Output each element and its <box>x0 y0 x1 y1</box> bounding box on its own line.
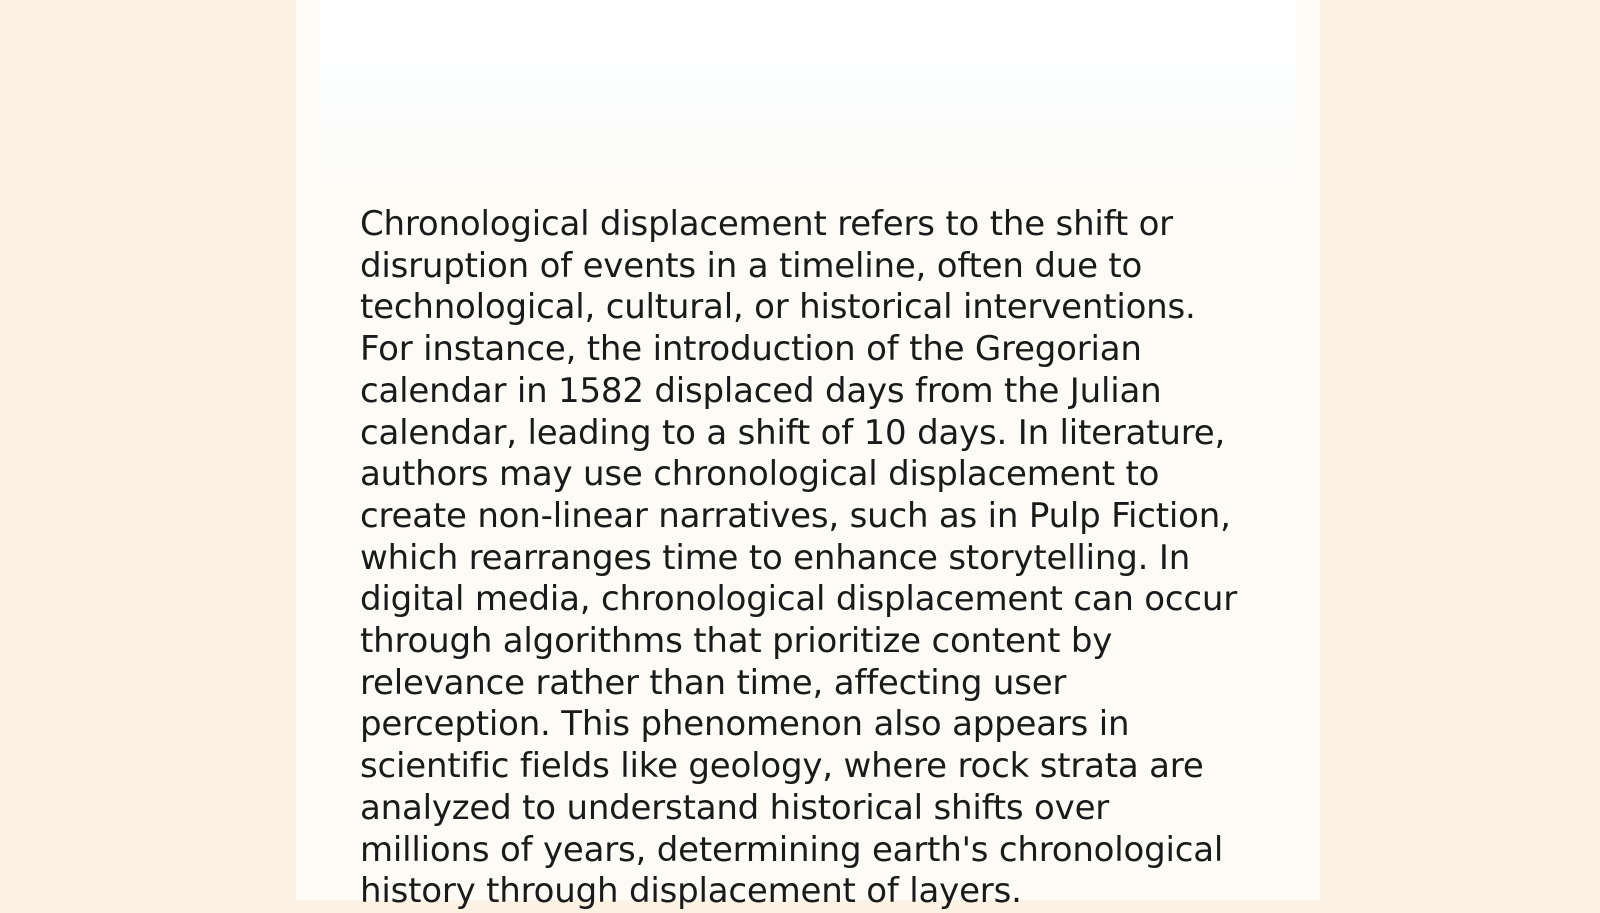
document-sheet <box>296 0 1320 912</box>
sheet-header-highlight <box>320 0 1296 190</box>
body-paragraph: Chronological displacement refers to the shift or disruption of events in a timeline, often due to technological, cultural, or historical interventions. For instance, the introduction of the Gregorian calendar in 1582 displaced days from the Julian calendar, leading to a shift of 10 days. In literature, authors may use chronological displacement to create non-linear narratives, such as in Pulp Fiction, which rearranges time to enhance storytelling. In digital media, chronological displacement can occur through algorithms that prioritize content by relevance rather than time, affecting user perception. This phenomenon also appears in scientific fields like geology, where rock strata are analyzed to understand historical shifts over millions of years, determining earth's chronological history through displacement of layers. <box>360 204 1238 912</box>
